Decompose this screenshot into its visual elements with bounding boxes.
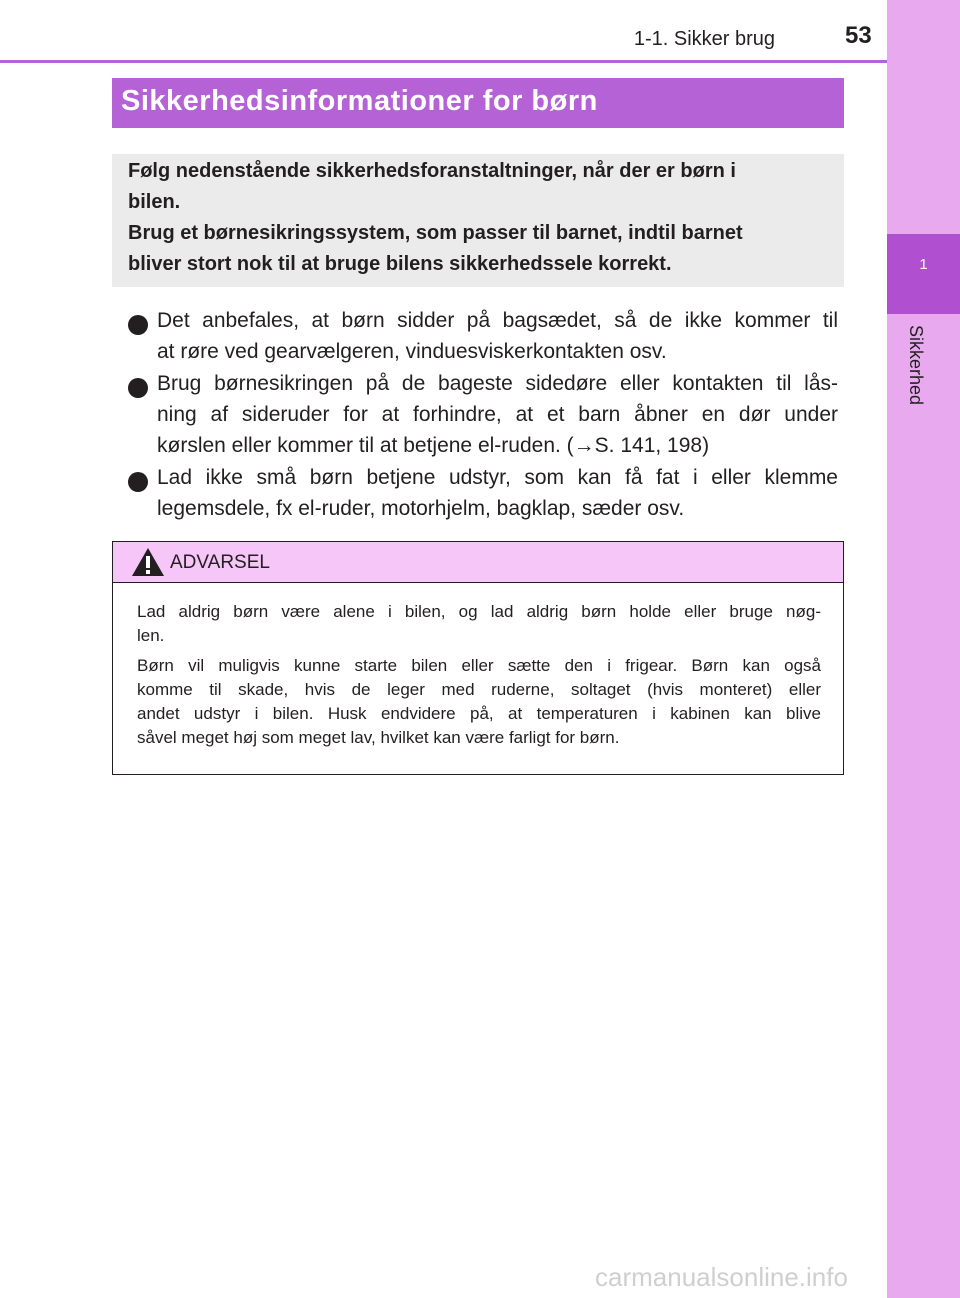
bullet-dot — [128, 472, 148, 492]
side-tab — [887, 0, 960, 1298]
header-divider — [0, 60, 887, 63]
bullet-line: Brug børnesikringen på de bageste sidedøre eller kontakten til lås- — [157, 372, 838, 395]
bullet-line: at røre ved gearvælgeren, vinduesviskerkontakten osv. — [157, 340, 667, 363]
bullet-line: Det anbefales, at børn sidder på bagsædet, så de ikke kommer til — [157, 309, 838, 332]
intro-line: Følg nedenstående sikkerhedsforanstaltninger, når der er børn i — [128, 160, 736, 182]
warning-header — [113, 542, 843, 583]
bullet-line: ning af sideruder for at forhindre, at et barn åbner en dør under — [157, 403, 838, 426]
intro-box — [112, 154, 844, 287]
bullet-dot — [128, 315, 148, 335]
page-title: Sikkerhedsinformationer for børn — [121, 85, 598, 117]
section-label: 1-1. Sikker brug — [633, 28, 775, 50]
chapter-number: 1 — [919, 256, 928, 273]
bullet-dot — [128, 378, 148, 398]
warning-line: såvel meget høj som meget lav, hvilket kan være farligt for børn. — [137, 728, 620, 747]
warning-label: ADVARSEL — [170, 552, 270, 573]
intro-line: bilen. — [128, 191, 181, 213]
chapter-tab[interactable] — [887, 234, 960, 314]
bullet-line: Lad ikke små børn betjene udstyr, som kan få fat i eller klemme — [157, 466, 838, 489]
page-number: 53 — [845, 22, 872, 49]
intro-line: bliver stort nok til at bruge bilens sikkerhedssele korrekt. — [128, 253, 672, 275]
bullet-line: legemsdele, fx el-ruder, motorhjelm, bagklap, sæder osv. — [157, 497, 685, 520]
warning-line: len. — [137, 626, 165, 645]
warning-line: andet udstyr i bilen. Husk endvidere på, at temperaturen i kabinen kan blive — [137, 704, 821, 723]
title-bar — [112, 78, 844, 128]
warning-line: komme til skade, hvis de leger med ruderne, soltaget (hvis monteret) eller — [137, 680, 821, 699]
warning-triangle-icon — [131, 547, 165, 577]
warning-line: Børn vil muligvis kunne starte bilen eller sætte den i frigear. Børn kan også — [137, 656, 821, 675]
chapter-label: Sikkerhed — [906, 325, 926, 406]
warning-box — [112, 541, 844, 775]
warning-line: Lad aldrig børn være alene i bilen, og lad aldrig børn holde eller bruge nøg- — [137, 602, 821, 621]
bullet-line: kørslen eller kommer til at betjene el-ruden. (→S. 141, 198) — [157, 434, 710, 457]
watermark: carmanualsonline.info — [595, 1262, 848, 1292]
intro-line: Brug et børnesikringssystem, som passer til barnet, indtil barnet — [128, 222, 743, 244]
